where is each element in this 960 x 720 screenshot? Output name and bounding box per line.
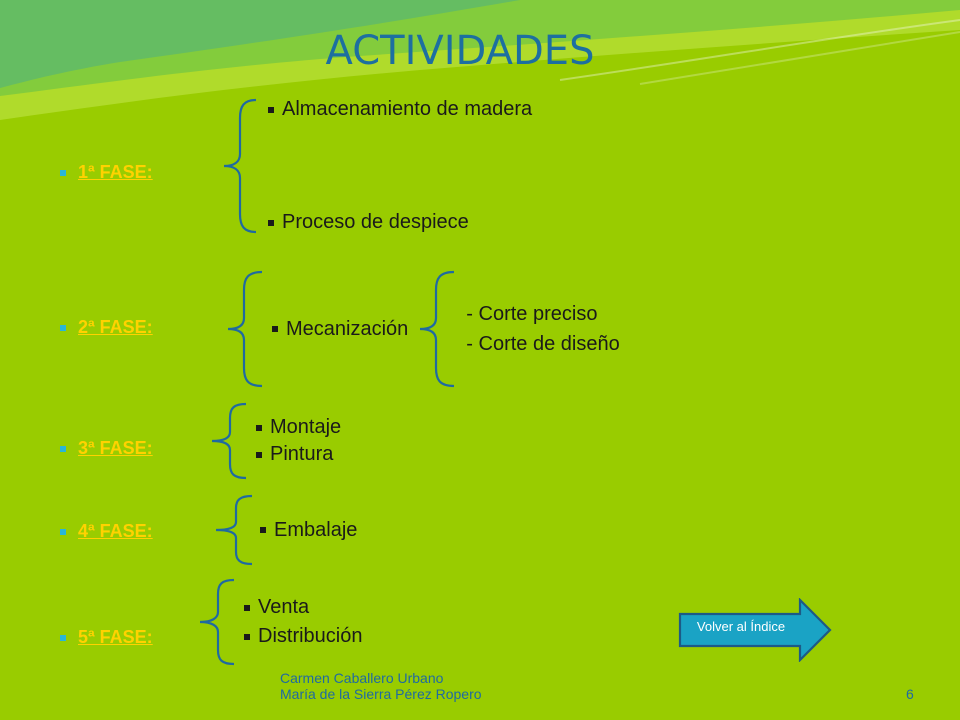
back-to-index-button[interactable] xyxy=(676,598,834,662)
list-item: Venta xyxy=(244,596,362,619)
back-to-index-label: Volver al Índice xyxy=(696,619,786,634)
fase2-items xyxy=(272,270,408,388)
fase4-group xyxy=(212,494,357,566)
square-bullet-icon xyxy=(244,605,250,611)
page-number: 6 xyxy=(906,686,914,702)
list-item: Pintura xyxy=(256,443,341,466)
bullet-icon xyxy=(60,170,66,176)
bracket-icon xyxy=(224,270,268,388)
square-bullet-icon xyxy=(256,452,262,458)
square-bullet-icon xyxy=(244,634,250,640)
list-item: Mecanización xyxy=(272,318,408,341)
fase3-items xyxy=(256,402,341,480)
phase-4-link[interactable]: 4ª FASE: xyxy=(78,521,153,541)
list-item: Proceso de despiece xyxy=(268,211,532,234)
fase2-subitems xyxy=(466,270,619,388)
footer-authors xyxy=(280,670,482,702)
list-item: Montaje xyxy=(256,416,341,439)
phase-3[interactable] xyxy=(60,438,153,459)
phase-3-link[interactable]: 3ª FASE: xyxy=(78,438,153,458)
bullet-icon xyxy=(60,325,66,331)
fase5-items xyxy=(244,578,362,666)
subitem-text: - Corte de diseño xyxy=(466,333,620,355)
phase-1-link[interactable]: 1ª FASE: xyxy=(78,162,153,182)
fase2-group xyxy=(224,270,620,388)
bracket-icon xyxy=(220,98,264,234)
phase-5-link[interactable]: 5ª FASE: xyxy=(78,627,153,647)
bracket-icon xyxy=(416,270,460,388)
square-bullet-icon xyxy=(272,326,278,332)
square-bullet-icon xyxy=(268,220,274,226)
bracket-icon xyxy=(196,578,240,666)
phase-5[interactable] xyxy=(60,627,153,648)
fase1-items xyxy=(268,90,532,242)
bullet-icon xyxy=(60,635,66,641)
fase5-group xyxy=(196,578,362,666)
phase-2[interactable] xyxy=(60,317,153,338)
list-item: Embalaje xyxy=(260,519,357,542)
bullet-icon xyxy=(60,446,66,452)
bullet-icon xyxy=(60,529,66,535)
list-item: Distribución xyxy=(244,625,362,648)
square-bullet-icon xyxy=(260,527,266,533)
bracket-icon xyxy=(212,494,256,566)
fase3-group xyxy=(208,402,341,480)
footer-line: Carmen Caballero Urbano xyxy=(280,670,444,686)
phase-1[interactable] xyxy=(60,162,153,183)
square-bullet-icon xyxy=(268,107,274,113)
slide-title: ACTIVIDADES xyxy=(325,28,595,74)
fase4-items xyxy=(260,494,357,566)
phase-4[interactable] xyxy=(60,521,153,542)
square-bullet-icon xyxy=(256,425,262,431)
footer-line: María de la Sierra Pérez Ropero xyxy=(280,686,482,702)
subitem-text: - Corte preciso xyxy=(466,303,598,325)
fase1-group xyxy=(220,98,532,234)
phase-2-link[interactable]: 2ª FASE: xyxy=(78,317,153,337)
bracket-icon xyxy=(208,402,252,480)
list-item: Almacenamiento de madera xyxy=(268,98,532,121)
